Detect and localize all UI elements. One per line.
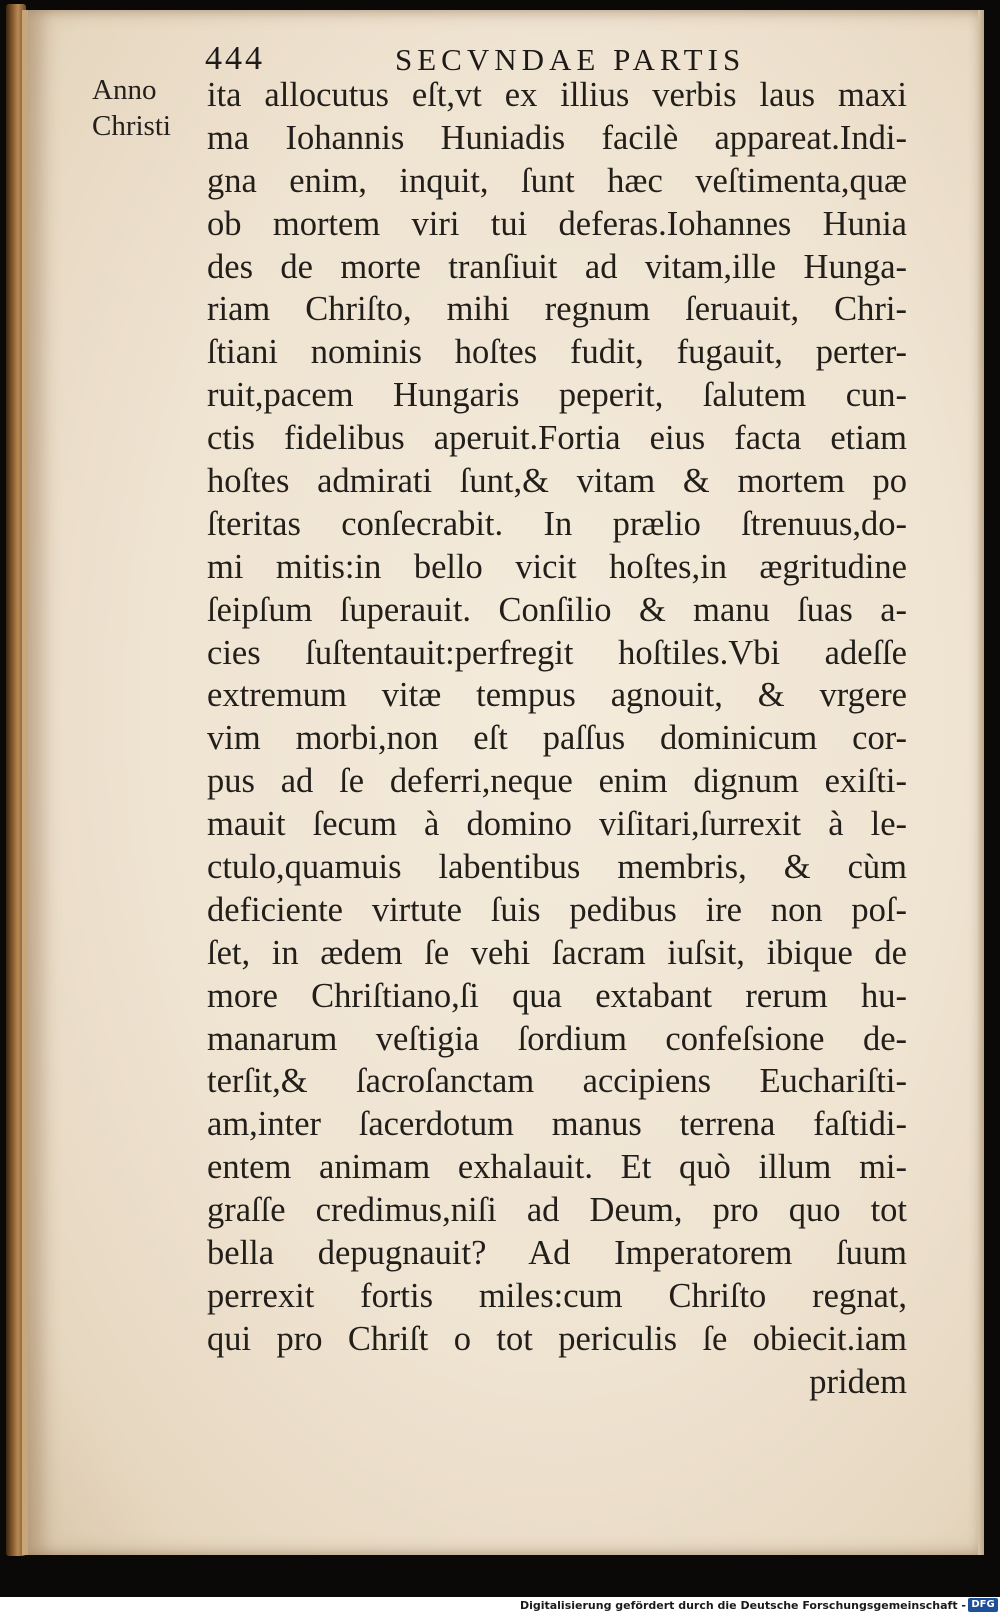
text-line: deficiente virtute ſuis pedibus ire non poſ- xyxy=(207,890,907,929)
catchword: pridem xyxy=(809,1362,907,1401)
text-line: terſit,& ſacroſanctam accipiens Euchariſti- xyxy=(207,1062,907,1101)
page-edge xyxy=(978,10,984,1555)
text-line: mi mitis:in bello vicit hoſtes,in ægritudine xyxy=(207,547,907,586)
body-text xyxy=(207,74,907,1404)
text-line: cies ſuſtentauit:perfregit hoſtiles.Vbi adeſſe xyxy=(207,633,907,672)
running-head: SECVNDAE PARTIS xyxy=(395,42,746,77)
text-line: gna enim, inquit, ſunt hæc veſtimenta,quæ xyxy=(207,161,907,200)
text-line: qui pro Chriſt o tot periculis ſe obiecit.iam xyxy=(207,1319,907,1358)
text-line: perrexit fortis miles:cum Chriſto regnat, xyxy=(207,1276,907,1315)
text-line: ctulo,quamuis labentibus membris, & cùm xyxy=(207,848,907,887)
text-line: extremum vitæ tempus agnouit, & vrgere xyxy=(207,676,907,715)
marginal-note-line: Christi xyxy=(92,110,171,142)
text-line: manarum veſtigia ſordium confeſsione de- xyxy=(207,1019,907,1058)
text-line: more Chriſtiano,ſi qua extabant rerum hu- xyxy=(207,976,907,1015)
text-line: des de morte tranſiuit ad vitam,ille Hunga- xyxy=(207,247,907,286)
text-line: ſteritas conſecrabit. In prælio ſtrenuus,do- xyxy=(207,504,907,543)
page-number: 444 xyxy=(205,40,265,77)
digitization-footer xyxy=(0,1597,1000,1615)
text-line: hoſtes admirati ſunt,& vitam & mortem po xyxy=(207,462,907,501)
footer-credit: Digitalisierung gefördert durch die Deutsche Forschungsgemeinschaft - xyxy=(519,1599,966,1612)
text-line: ctis fidelibus aperuit.Fortia eius facta etiam xyxy=(207,419,907,458)
text-line: ſet, in ædem ſe vehi ſacram iuſsit, ibique de xyxy=(207,933,907,972)
marginal-note-line: Anno xyxy=(92,74,157,106)
text-line: pus ad ſe deferri,neque enim dignum exiſti- xyxy=(207,762,907,801)
text-line: mauit ſecum à domino viſitari,ſurrexit à le- xyxy=(207,805,907,844)
text-line: ma Iohannis Huniadis facilè appareat.Indi- xyxy=(207,118,907,157)
text-line: ita allocutus eſt,vt ex illius verbis laus maxi xyxy=(207,76,907,114)
text-line: am,inter ſacerdotum manus terrena faſtidi- xyxy=(207,1105,907,1144)
text-line: riam Chriſto, mihi regnum ſeruauit, Chri- xyxy=(207,290,907,329)
dfg-logo: DFG xyxy=(968,1598,998,1612)
text-line: ſeipſum ſuperauit. Conſilio & manu ſuas a- xyxy=(207,590,907,629)
marginal-note xyxy=(92,72,202,144)
text-line: vim morbi,non eſt paſſus dominicum cor- xyxy=(207,719,907,758)
text-line: ſtiani nominis hoſtes fudit, fugauit, perter- xyxy=(207,333,907,372)
text-line: ob mortem viri tui deferas.Iohannes Hunia xyxy=(207,204,907,243)
text-line: entem animam exhalauit. Et quò illum mi- xyxy=(207,1148,907,1187)
text-line: bella depugnauit? Ad Imperatorem ſuum xyxy=(207,1234,907,1273)
text-line: graſſe credimus,niſi ad Deum, pro quo tot xyxy=(207,1191,907,1230)
text-line: ruit,pacem Hungaris peperit, ſalutem cun- xyxy=(207,376,907,415)
